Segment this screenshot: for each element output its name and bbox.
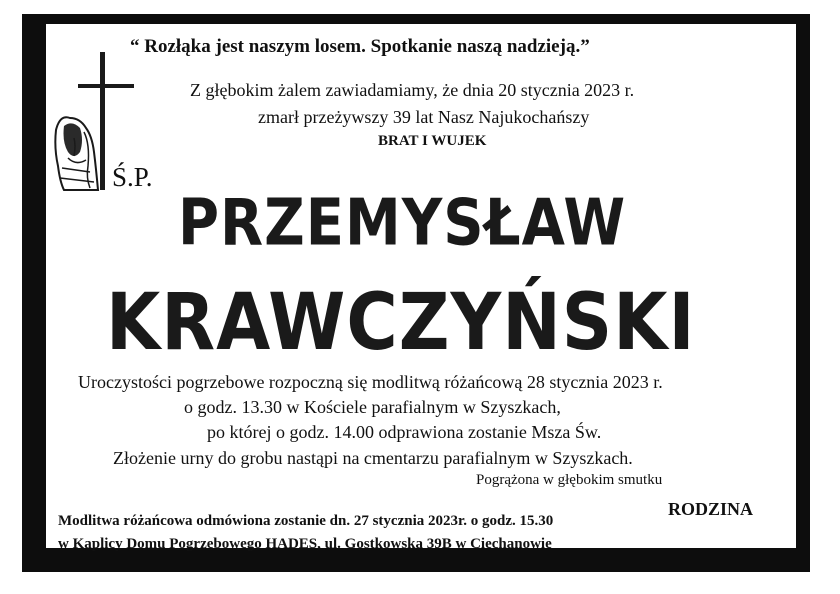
quote: “ Rozłąka jest naszym losem. Spotkanie naszą nadzieją.”: [130, 36, 590, 57]
ceremony-line: o godz. 13.30 w Kościele parafialnym w Szyszkach,: [184, 397, 561, 417]
last-name: KRAWCZYŃSKI: [106, 276, 696, 368]
family-signature: RODZINA: [668, 499, 754, 519]
first-name: PRZEMYSŁAW: [178, 186, 627, 261]
grieving-text: Pogrążona w głębokim smutku: [476, 472, 663, 488]
honorific: Ś.P.: [112, 162, 153, 192]
announcement-line-1: Z głębokim żalem zawiadamiamy, że dnia 20 stycznia 2023 r.: [190, 80, 635, 100]
announcement-line-2: zmarł przeżywszy 39 lat Nasz Najukochańszy: [258, 107, 590, 127]
ceremony-line: po której o godz. 14.00 odprawiona zostanie Msza Św.: [207, 422, 602, 442]
relation: BRAT I WUJEK: [378, 133, 487, 149]
rosary-note-line: Modlitwa różańcowa odmówiona zostanie dn. 27 stycznia 2023r. o godz. 15.30: [58, 513, 554, 529]
ceremony-line: Uroczystości pogrzebowe rozpoczną się modlitwą różańcową 28 stycznia 2023 r.: [78, 372, 663, 392]
ceremony-line: Złożenie urny do grobu nastąpi na cmentarzu parafialnym w Szyszkach.: [113, 448, 633, 468]
rosary-note-line: w Kaplicy Domu Pogrzebowego HADES, ul. Gostkowska 39B w Ciechanowie: [58, 536, 552, 552]
printer-footer: DRUK: Z.U.P. "HADES" R.Żurawski tel. 023 672 14 88, 662 198 820: [52, 572, 489, 587]
